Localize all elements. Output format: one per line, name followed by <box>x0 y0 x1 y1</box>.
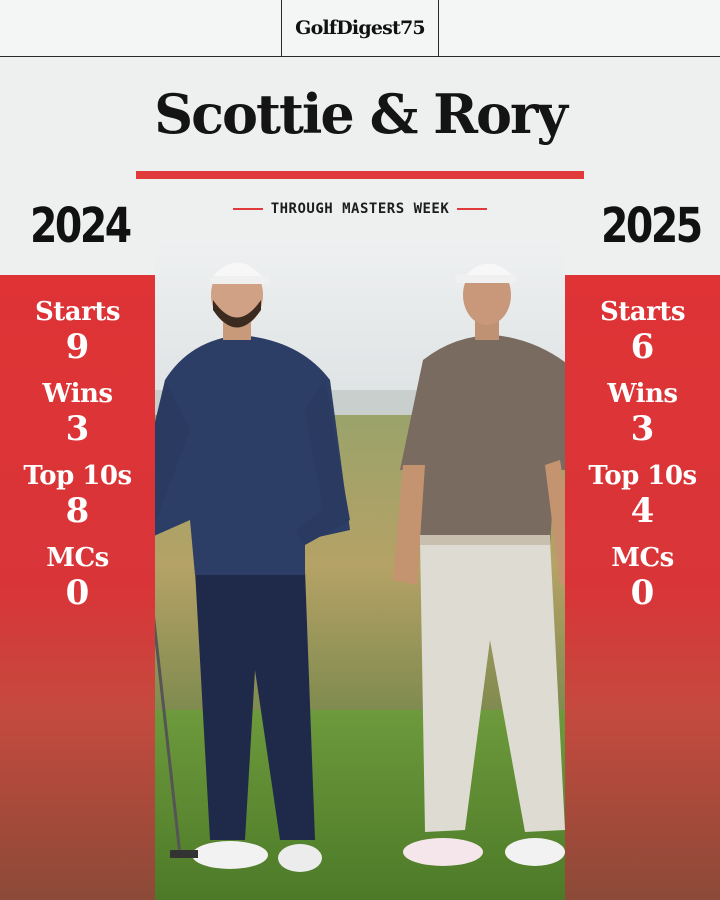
header-bar <box>0 0 720 57</box>
subtitle-text: THROUGH MASTERS WEEK <box>270 201 450 217</box>
stat-top10s-right <box>565 461 720 531</box>
year-right: 2025 <box>601 198 701 254</box>
stat-value: 0 <box>630 573 655 613</box>
stat-mcs-right <box>565 543 720 613</box>
stats-panel-left <box>0 275 155 900</box>
stat-label: Starts <box>35 297 120 327</box>
stat-label: Wins <box>42 379 113 409</box>
brand-box <box>281 0 439 56</box>
stat-value: 6 <box>630 327 655 367</box>
stat-top10s-left <box>0 461 155 531</box>
stat-label: MCs <box>46 543 109 573</box>
stat-wins-left <box>0 379 155 449</box>
stat-label: Top 10s <box>23 461 132 491</box>
stat-label: Top 10s <box>588 461 697 491</box>
stat-starts-right <box>565 297 720 367</box>
stat-value: 3 <box>65 409 90 449</box>
subtitle-dash-left <box>233 208 263 210</box>
subtitle-dash-right <box>457 208 487 210</box>
stat-mcs-left <box>0 543 155 613</box>
page-title: Scottie & Rory <box>154 82 566 146</box>
stat-value: 8 <box>65 491 90 531</box>
year-left: 2024 <box>30 198 130 254</box>
stat-label: Starts <box>600 297 685 327</box>
stat-value: 3 <box>630 409 655 449</box>
golfers-photo <box>155 240 565 900</box>
brand-logo: GolfDigest75 <box>295 17 425 39</box>
stat-value: 9 <box>65 327 90 367</box>
stat-label: Wins <box>607 379 678 409</box>
stat-wins-right <box>565 379 720 449</box>
stats-panel-right <box>565 275 720 900</box>
stat-value: 0 <box>65 573 90 613</box>
stat-value: 4 <box>630 491 655 531</box>
stat-label: MCs <box>611 543 674 573</box>
stat-starts-left <box>0 297 155 367</box>
title-underline <box>136 171 584 179</box>
